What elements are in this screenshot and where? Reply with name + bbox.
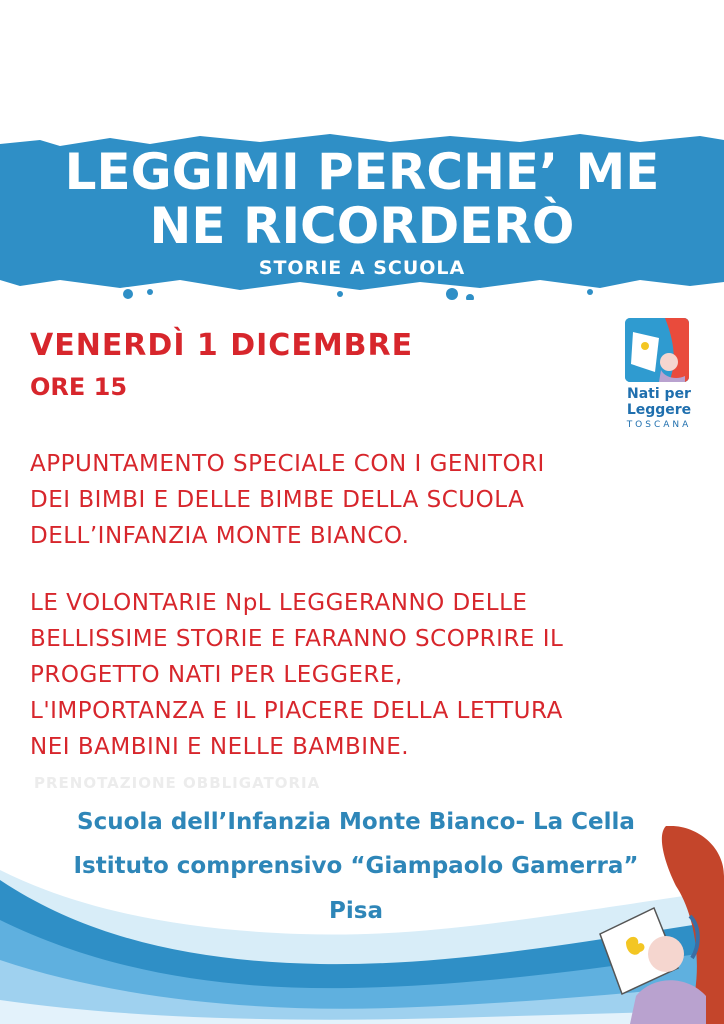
paragraph-line: NEI BAMBINI E NELLE BAMBINE. bbox=[30, 734, 410, 760]
logo-line-2: Leggere bbox=[626, 402, 692, 418]
paragraph-line: L'IMPORTANZA E IL PIACERE DELLA LETTURA bbox=[30, 698, 563, 724]
paragraph-line: DEI BIMBI E DELLE BIMBE DELLA SCUOLA bbox=[30, 487, 525, 513]
city-name: Pisa bbox=[329, 898, 383, 924]
title-line-2: NE RICORDERÒ bbox=[149, 197, 575, 255]
event-date: VENERDÌ 1 DICEMBRE bbox=[30, 328, 414, 363]
paragraph-line: DELL’INFANZIA MONTE BIANCO. bbox=[30, 523, 410, 549]
announcement-paragraph bbox=[30, 446, 690, 554]
logo-line-1: Nati per bbox=[627, 386, 691, 402]
title-line-1: LEGGIMI PERCHE’ ME bbox=[64, 143, 660, 201]
paragraph-line: PROGETTO NATI PER LEGGERE, bbox=[30, 662, 403, 688]
event-time: ORE 15 bbox=[30, 373, 128, 401]
institute-name: Istituto comprensivo “Giampaolo Gamerra” bbox=[73, 853, 639, 879]
school-name: Scuola dell’Infanzia Monte Bianco- La Cella bbox=[77, 809, 635, 835]
paragraph-line: APPUNTAMENTO SPECIALE CON I GENITORI bbox=[30, 451, 545, 477]
project-paragraph bbox=[30, 585, 690, 765]
paragraph-line: BELLISSIME STORIE E FARANNO SCOPRIRE IL bbox=[30, 626, 564, 652]
paragraph-line: LE VOLONTARIE NpL LEGGERANNO DELLE bbox=[30, 590, 528, 616]
subtitle: STORIE A SCUOLA bbox=[258, 257, 466, 279]
logo-region: TOSCANA bbox=[626, 420, 692, 430]
book-reading-icon bbox=[625, 318, 689, 382]
nati-per-leggere-logo bbox=[624, 318, 694, 430]
reservation-note: PRENOTAZIONE OBBLIGATORIA bbox=[34, 774, 321, 792]
